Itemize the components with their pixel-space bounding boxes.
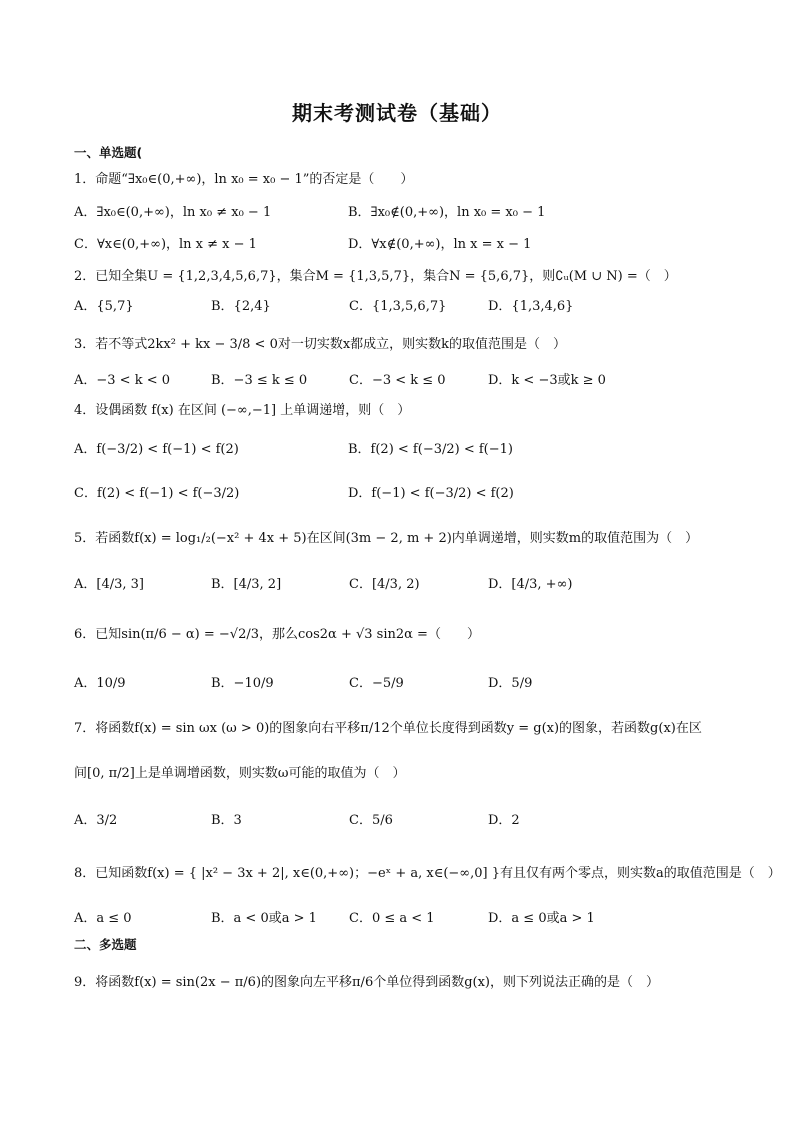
q7-option-b: B．3 [211, 813, 242, 828]
q6-option-c: C．−5/9 [349, 676, 404, 691]
question-7: 7．将函数f(x) = sin ωx (ω > 0)的图象向右平移π/12个单位长度得到函数y = g(x)的图象，若函数g(x)在区 [74, 721, 702, 736]
q3-option-c: C．−3 < k ≤ 0 [349, 373, 446, 388]
q7-option-d: D．2 [488, 813, 520, 828]
question-6: 6．已知sin(π/6 − α) = −√2/3，那么cos2α + √3 sin2α =（ ） [74, 627, 480, 642]
q2-option-c: C．{1,3,5,6,7} [349, 299, 447, 314]
q3-option-b: B．−3 ≤ k ≤ 0 [211, 373, 308, 388]
q1-option-c: C．∀x∈(0,+∞)，ln x ≠ x − 1 [74, 237, 257, 252]
page-title: 期末考测试卷（基础） [292, 101, 502, 125]
q4-option-a: A．f(−3/2) < f(−1) < f(2) [74, 442, 239, 457]
q5-option-c: C．[4/3, 2) [349, 577, 420, 592]
q4-option-b: B．f(2) < f(−3/2) < f(−1) [348, 442, 513, 457]
q6-option-b: B．−10/9 [211, 676, 274, 691]
question-1: 1．命题“∃x₀∈(0,+∞)，ln x₀ = x₀ − 1”的否定是（ ） [74, 172, 414, 187]
q5-option-d: D．[4/3, +∞) [488, 577, 573, 592]
q5-option-b: B．[4/3, 2] [211, 577, 282, 592]
q5-option-a: A．[4/3, 3] [74, 577, 144, 592]
q7-option-a: A．3/2 [74, 813, 118, 828]
q3-option-a: A．−3 < k < 0 [74, 373, 171, 388]
q4-option-d: D．f(−1) < f(−3/2) < f(2) [348, 486, 514, 501]
q7-option-c: C．5/6 [349, 813, 393, 828]
question-7-cont: 间[0, π/2]上是单调增函数，则实数ω可能的取值为（ ） [74, 766, 406, 781]
question-8: 8．已知函数f(x) = { |x² − 3x + 2|, x∈(0,+∞)；−eˣ + a, x∈(−∞,0] }有且仅有两个零点，则实数a的取值范围是（ ） [74, 866, 781, 881]
q2-option-a: A．{5,7} [74, 299, 134, 314]
q8-option-c: C．0 ≤ a < 1 [349, 911, 435, 926]
q6-option-a: A．10/9 [74, 676, 126, 691]
q8-option-d: D．a ≤ 0或a > 1 [488, 911, 595, 926]
q6-option-d: D．5/9 [488, 676, 533, 691]
q2-option-b: B．{2,4} [211, 299, 271, 314]
q1-option-b: B．∃x₀∉(0,+∞)，ln x₀ = x₀ − 1 [348, 205, 546, 220]
q2-option-d: D．{1,3,4,6} [488, 299, 574, 314]
question-9: 9．将函数f(x) = sin(2x − π/6)的图象向左平移π/6个单位得到函数g(x)，则下列说法正确的是（ ） [74, 975, 660, 990]
question-3: 3．若不等式2kx² + kx − 3/8 < 0对一切实数x都成立，则实数k的取值范围是（ ） [74, 337, 567, 352]
q4-option-c: C．f(2) < f(−1) < f(−3/2) [74, 486, 240, 501]
question-5: 5．若函数f(x) = log₁/₂(−x² + 4x + 5)在区间(3m − 2, m + 2)内单调递增，则实数m的取值范围为（ ） [74, 531, 699, 546]
q1-option-d: D．∀x∉(0,+∞)，ln x = x − 1 [348, 237, 532, 252]
section-multi-choice: 二、多选题 [74, 937, 137, 952]
section-single-choice: 一、单选题( [74, 145, 143, 160]
q8-option-b: B．a < 0或a > 1 [211, 911, 317, 926]
q8-option-a: A．a ≤ 0 [74, 911, 132, 926]
question-2: 2．已知全集U = {1,2,3,4,5,6,7}，集合M = {1,3,5,7}，集合N = {5,6,7}，则∁ᵤ(M ∪ N) =（ ） [74, 269, 677, 284]
question-4: 4．设偶函数 f(x) 在区间 (−∞,−1] 上单调递增，则（ ） [74, 403, 411, 418]
q3-option-d: D．k < −3或k ≥ 0 [488, 373, 606, 388]
q1-option-a: A．∃x₀∈(0,+∞)，ln x₀ ≠ x₀ − 1 [74, 205, 272, 220]
